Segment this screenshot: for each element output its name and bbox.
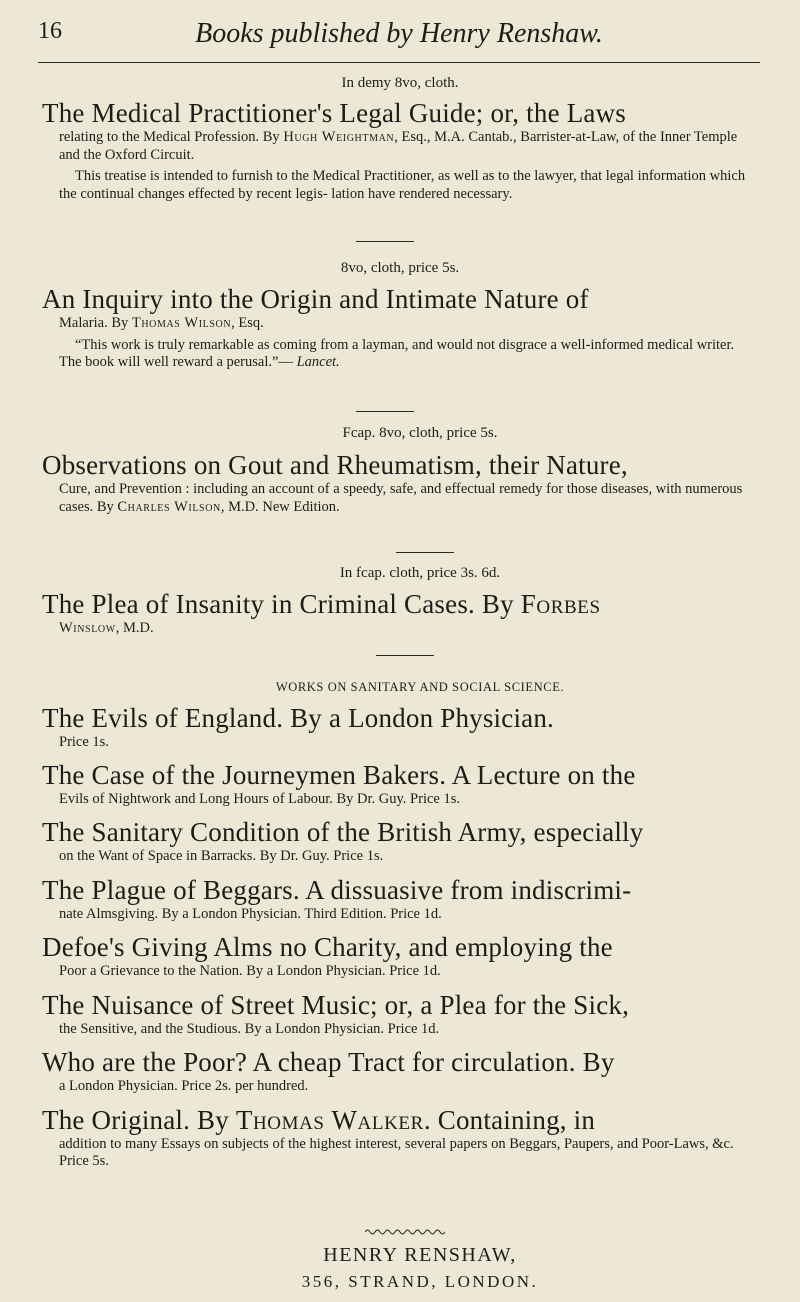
work-item <box>42 703 760 752</box>
work-item <box>42 990 760 1039</box>
entry-1-body: This treatise is intended to furnish to the Medical Practitioner, as well as to the lawyer, that legal information which the continual changes effected by recent legis- lation have rendered necessary. <box>59 168 746 202</box>
entry-4-author-surname: Forbes <box>520 589 601 619</box>
entry-2-title: An Inquiry into the Origin and Intimate Nature of <box>42 284 589 314</box>
works-list <box>42 703 760 1171</box>
entry-3-author: Charles Wilson <box>117 498 221 515</box>
work-title: The Plague of Beggars. A dissuasive from indiscrimi- <box>42 874 632 905</box>
work-title: The Case of the Journeymen Bakers. A Lecture on the <box>42 759 636 790</box>
entry-2-note: 8vo, cloth, price 5s. <box>340 260 460 276</box>
entry-3-note: Fcap. 8vo, cloth, price 5s. <box>342 425 498 441</box>
entry-4 <box>42 589 760 638</box>
work-item <box>42 1105 760 1171</box>
running-head <box>38 18 760 58</box>
work-title: The Nuisance of Street Music; or, a Plea for the Sick, <box>42 989 630 1020</box>
imprint-name: HENRY RENSHAW, <box>323 1244 517 1266</box>
work-title: The Evils of England. By a London Physician. <box>42 703 554 733</box>
work-description: Poor a Grievance to the Nation. By a London Physician. Price 1d. <box>59 963 441 979</box>
divider <box>356 241 414 242</box>
entry-1 <box>42 98 760 203</box>
entry-2-quote: “This work is truly remarkable as coming from a layman, and would not disgrace a well-informed medical writer. The book will well reward a perusal.”— Lancet. <box>59 336 735 370</box>
work-description: Evils of Nightwork and Long Hours of Labour. By Dr. Guy. Price 1s. <box>59 790 460 807</box>
divider <box>396 552 454 553</box>
entry-4-description: Winslow, M.D. <box>59 620 154 636</box>
work-item <box>42 875 760 924</box>
work-description: a London Physician. Price 2s. per hundred. <box>59 1078 309 1094</box>
divider <box>376 655 434 656</box>
running-title: Books published by Henry Renshaw. <box>195 18 603 49</box>
entry-1-description: relating to the Medical Profession. By Hugh Weightman, Esq., M.A. Cantab., Barrister-at-Law, of the Inner Temple and the Oxford Circuit. <box>59 129 738 163</box>
work-description: Price 1s. <box>59 734 109 750</box>
wavy-ornament <box>365 1228 445 1236</box>
entry-2-author: Thomas Wilson <box>131 315 232 331</box>
entry-4-note: In fcap. cloth, price 3s. 6d. <box>339 565 501 581</box>
entry-1-note: In demy 8vo, cloth. <box>341 75 459 91</box>
work-title: Who are the Poor? A cheap Tract for circulation. By <box>42 1047 615 1077</box>
entry-1-author: Hugh Weightman <box>283 129 395 145</box>
entry-2-description: Malaria. By Thomas Wilson, Esq. <box>59 315 264 331</box>
divider <box>356 411 414 412</box>
work-item <box>42 932 760 981</box>
entry-4-title: The Plea of Insanity in Criminal Cases. By Forbes <box>42 589 601 619</box>
work-title: Defoe's Giving Alms no Charity, and employing the <box>42 932 613 962</box>
work-title: The Original. By Thomas Walker. Containing, in <box>42 1104 596 1135</box>
entry-3 <box>42 450 760 516</box>
work-author: Thomas Walker <box>235 1104 424 1135</box>
header-rule <box>38 62 760 63</box>
entry-3-title: Observations on Gout and Rheumatism, their Nature, <box>42 450 628 480</box>
work-item <box>42 760 760 809</box>
works-heading: WORKS ON SANITARY AND SOCIAL SCIENCE. <box>275 680 565 694</box>
entry-2 <box>42 284 760 372</box>
work-item <box>42 817 760 866</box>
imprint-address: 356, STRAND, LONDON. <box>301 1272 539 1291</box>
entry-4-author-forename: Winslow <box>59 620 116 636</box>
work-description: nate Almsgiving. By a London Physician. Third Edition. Price 1d. <box>59 905 442 922</box>
entry-3-description: Cure, and Prevention : including an account of a speedy, safe, and effectual remedy for those diseases, with numerous cases. By Charles Wilson, M.D. New Edition. <box>59 481 743 515</box>
work-description: the Sensitive, and the Studious. By a London Physician. Price 1d. <box>59 1020 440 1037</box>
entry-2-quote-source: Lancet. <box>296 354 340 370</box>
entry-1-title: The Medical Practitioner's Legal Guide; or, the Laws <box>42 98 626 128</box>
work-item <box>42 1047 760 1096</box>
work-description: addition to many Essays on subjects of the highest interest, several papers on Beggars, Paupers, and Poor-Laws, &c. Price 5s. <box>59 1135 734 1169</box>
work-title: The Sanitary Condition of the British Army, especially <box>42 817 644 847</box>
page-number: 16 <box>38 18 62 44</box>
work-description: on the Want of Space in Barracks. By Dr. Guy. Price 1s. <box>59 848 384 864</box>
